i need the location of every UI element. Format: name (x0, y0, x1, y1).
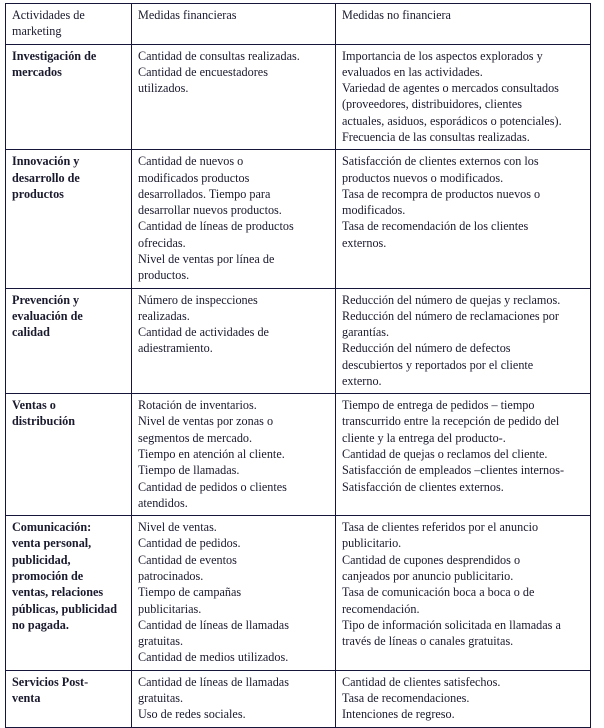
text-line: Cantidad de clientes satisfechos. (342, 674, 501, 689)
text-line: Medidas financieras (138, 8, 237, 22)
text-line: Innovación y (12, 154, 80, 169)
cell-activity-2-text (12, 292, 126, 341)
text-line: cliente y la entrega del producto-. (342, 430, 506, 445)
text-line: Tasa de recomendación de los clientes (342, 219, 529, 234)
cell-activity-3-text (12, 397, 126, 430)
cell-financial-5 (132, 670, 336, 727)
table-row (6, 288, 591, 394)
text-line: ventas, relaciones (12, 585, 104, 600)
text-line: recomendación. (342, 601, 420, 616)
text-line: Cantidad de líneas de llamadas (138, 617, 289, 632)
text-line: Prevención y (12, 292, 80, 307)
text-line: calidad (12, 325, 50, 340)
text-line: transcurrido entre la recepción de pedido del (342, 414, 560, 429)
column-header-activity (6, 4, 132, 45)
text-line: garantías. (342, 325, 390, 340)
marketing-measures-table (5, 3, 591, 728)
text-line: gratuitas. (138, 690, 184, 705)
text-line: Cantidad de nuevos o (138, 154, 244, 169)
text-line: Satisfacción de clientes externos. (342, 479, 504, 494)
text-line: Tasa de clientes referidos por el anuncio (342, 520, 539, 535)
text-line: Rotación de inventarios. (138, 398, 257, 413)
text-line: Tiempo de entrega de pedidos – tiempo (342, 398, 535, 413)
text-line: evaluación de (12, 308, 83, 323)
cell-activity-5 (6, 670, 132, 727)
text-line: gratuitas. (138, 634, 184, 649)
column-header-nonfinancial-lines (342, 7, 585, 23)
text-line: Cantidad de quejas o reclamos del cliente. (342, 447, 548, 462)
column-header-financial-lines (138, 7, 330, 23)
text-line: distribución (12, 414, 75, 429)
cell-financial-0-text (138, 48, 330, 97)
text-line: actuales, asiduos, esporádicos o potenciales). (342, 113, 562, 128)
cell-nonfinancial-1-text (342, 153, 585, 251)
text-line: Satisfacción de empleados –clientes internos- (342, 463, 565, 478)
text-line: venta (12, 690, 41, 705)
text-line: publicitario. (342, 536, 402, 551)
text-line: Investigación de (12, 48, 97, 63)
text-line: Uso de redes sociales. (138, 707, 246, 722)
cell-activity-4-text (12, 519, 126, 633)
text-line: Intenciones de regreso. (342, 707, 455, 722)
text-line: Cantidad de actividades de (138, 325, 269, 340)
text-line: promoción de (12, 569, 84, 583)
text-line: Actividades de (12, 8, 85, 22)
text-line: Frecuencia de las consultas realizadas. (342, 129, 530, 144)
cell-activity-0 (6, 44, 132, 150)
text-line: (proveedores, distribuidores, clientes (342, 97, 523, 112)
table-body (6, 44, 591, 727)
table-row (6, 516, 591, 671)
column-header-nonfinancial (336, 4, 591, 45)
table-row (6, 150, 591, 288)
cell-activity-5-text (12, 674, 126, 707)
cell-activity-3 (6, 394, 132, 516)
text-line: Cantidad de encuestadores (138, 64, 268, 79)
cell-financial-4 (132, 516, 336, 671)
text-line: desarrollo de (12, 170, 80, 185)
text-line: modificados. (342, 203, 406, 218)
text-line: productos nuevos o modificados. (342, 170, 504, 185)
text-line: Tasa de recompra de productos nuevos o (342, 186, 541, 201)
text-line: Tiempo de llamadas. (138, 463, 240, 478)
column-header-financial (132, 4, 336, 45)
text-line: externo. (342, 373, 382, 388)
cell-financial-4-text (138, 519, 330, 666)
cell-nonfinancial-3 (336, 394, 591, 516)
text-line: Cantidad de líneas de llamadas (138, 674, 289, 689)
cell-financial-0 (132, 44, 336, 150)
text-line: Importancia de los aspectos explorados y (342, 48, 543, 63)
text-line: desarrollar nuevos productos. (138, 203, 282, 218)
text-line: marketing (12, 24, 62, 39)
text-line: productos (12, 186, 64, 201)
text-line: Cantidad de cupones desprendidos o (342, 552, 521, 567)
text-line: Variedad de agentes o mercados consultados (342, 81, 559, 96)
text-line: Cantidad de consultas realizadas. (138, 48, 300, 63)
cell-activity-0-text (12, 48, 126, 81)
text-line: Cantidad de líneas de productos (138, 219, 294, 234)
cell-nonfinancial-3-text (342, 397, 585, 495)
text-line: Cantidad de medios utilizados. (138, 650, 289, 665)
text-line: patrocinados. (138, 569, 204, 583)
text-line: Nivel de ventas por zonas o (138, 414, 274, 429)
text-line: atendidos. (138, 495, 188, 510)
text-line: Reducción del número de reclamaciones por (342, 308, 559, 323)
cell-nonfinancial-4-text (342, 519, 585, 649)
cell-financial-5-text (138, 674, 330, 723)
cell-activity-2 (6, 288, 132, 394)
text-line: adiestramiento. (138, 341, 213, 356)
cell-nonfinancial-5 (336, 670, 591, 727)
text-line: Nivel de ventas. (138, 520, 217, 535)
cell-financial-1-text (138, 153, 330, 283)
cell-nonfinancial-5-text (342, 674, 585, 723)
cell-nonfinancial-4 (336, 516, 591, 671)
text-line: descubiertos y reportados por el cliente (342, 357, 534, 372)
text-line: Tasa de comunicación boca a boca o de (342, 585, 535, 600)
text-line: evaluados en las actividades. (342, 64, 483, 79)
table-row (6, 44, 591, 150)
text-line: Reducción del número de defectos (342, 341, 511, 356)
text-line: externos. (342, 235, 387, 250)
text-line: Cantidad de eventos (138, 552, 237, 567)
text-line: venta personal, (12, 536, 92, 551)
text-line: Tasa de recomendaciones. (342, 690, 470, 705)
text-line: productos. (138, 268, 190, 283)
text-line: través de líneas o canales gratuitas. (342, 634, 514, 649)
text-line: ofrecidas. (138, 235, 186, 250)
cell-nonfinancial-1 (336, 150, 591, 288)
text-line: modificados productos (138, 170, 250, 185)
header-row (6, 4, 591, 45)
text-line: publicitarias. (138, 601, 202, 616)
cell-nonfinancial-0-text (342, 48, 585, 146)
text-line: utilizados. (138, 81, 189, 96)
text-line: Cantidad de pedidos o clientes (138, 479, 287, 494)
text-line: Tiempo de campañas (138, 585, 242, 600)
text-line: Cantidad de pedidos. (138, 536, 241, 551)
text-line: Servicios Post- (12, 674, 89, 689)
text-line: publicidad, (12, 552, 71, 567)
cell-activity-1 (6, 150, 132, 288)
cell-financial-2-text (138, 292, 330, 357)
text-line: Reducción del número de quejas y reclamos. (342, 292, 561, 307)
cell-activity-1-text (12, 153, 126, 202)
column-header-activity-lines (12, 7, 126, 40)
cell-activity-4 (6, 516, 132, 671)
text-line: mercados (12, 64, 62, 79)
text-line: Satisfacción de clientes externos con los (342, 154, 539, 169)
cell-financial-3 (132, 394, 336, 516)
text-line: Tipo de información solicitada en llamadas a (342, 617, 561, 632)
text-line: segmentos de mercado. (138, 430, 253, 445)
text-line: canjeados por anuncio publicitario. (342, 569, 514, 583)
cell-nonfinancial-2 (336, 288, 591, 394)
table-header (6, 4, 591, 45)
cell-financial-1 (132, 150, 336, 288)
text-line: Ventas o (12, 398, 56, 413)
text-line: Comunicación: (12, 520, 92, 535)
cell-nonfinancial-2-text (342, 292, 585, 390)
cell-financial-3-text (138, 397, 330, 511)
text-line: realizadas. (138, 308, 190, 323)
table-row (6, 394, 591, 516)
cell-financial-2 (132, 288, 336, 394)
text-line: Medidas no financiera (342, 8, 451, 22)
text-line: no pagada. (12, 617, 69, 632)
table-row (6, 670, 591, 727)
text-line: públicas, publicidad (12, 601, 117, 616)
text-line: Número de inspecciones (138, 292, 258, 307)
text-line: Nivel de ventas por línea de (138, 251, 275, 266)
text-line: desarrollados. Tiempo para (138, 186, 271, 201)
cell-nonfinancial-0 (336, 44, 591, 150)
text-line: Tiempo en atención al cliente. (138, 447, 285, 462)
